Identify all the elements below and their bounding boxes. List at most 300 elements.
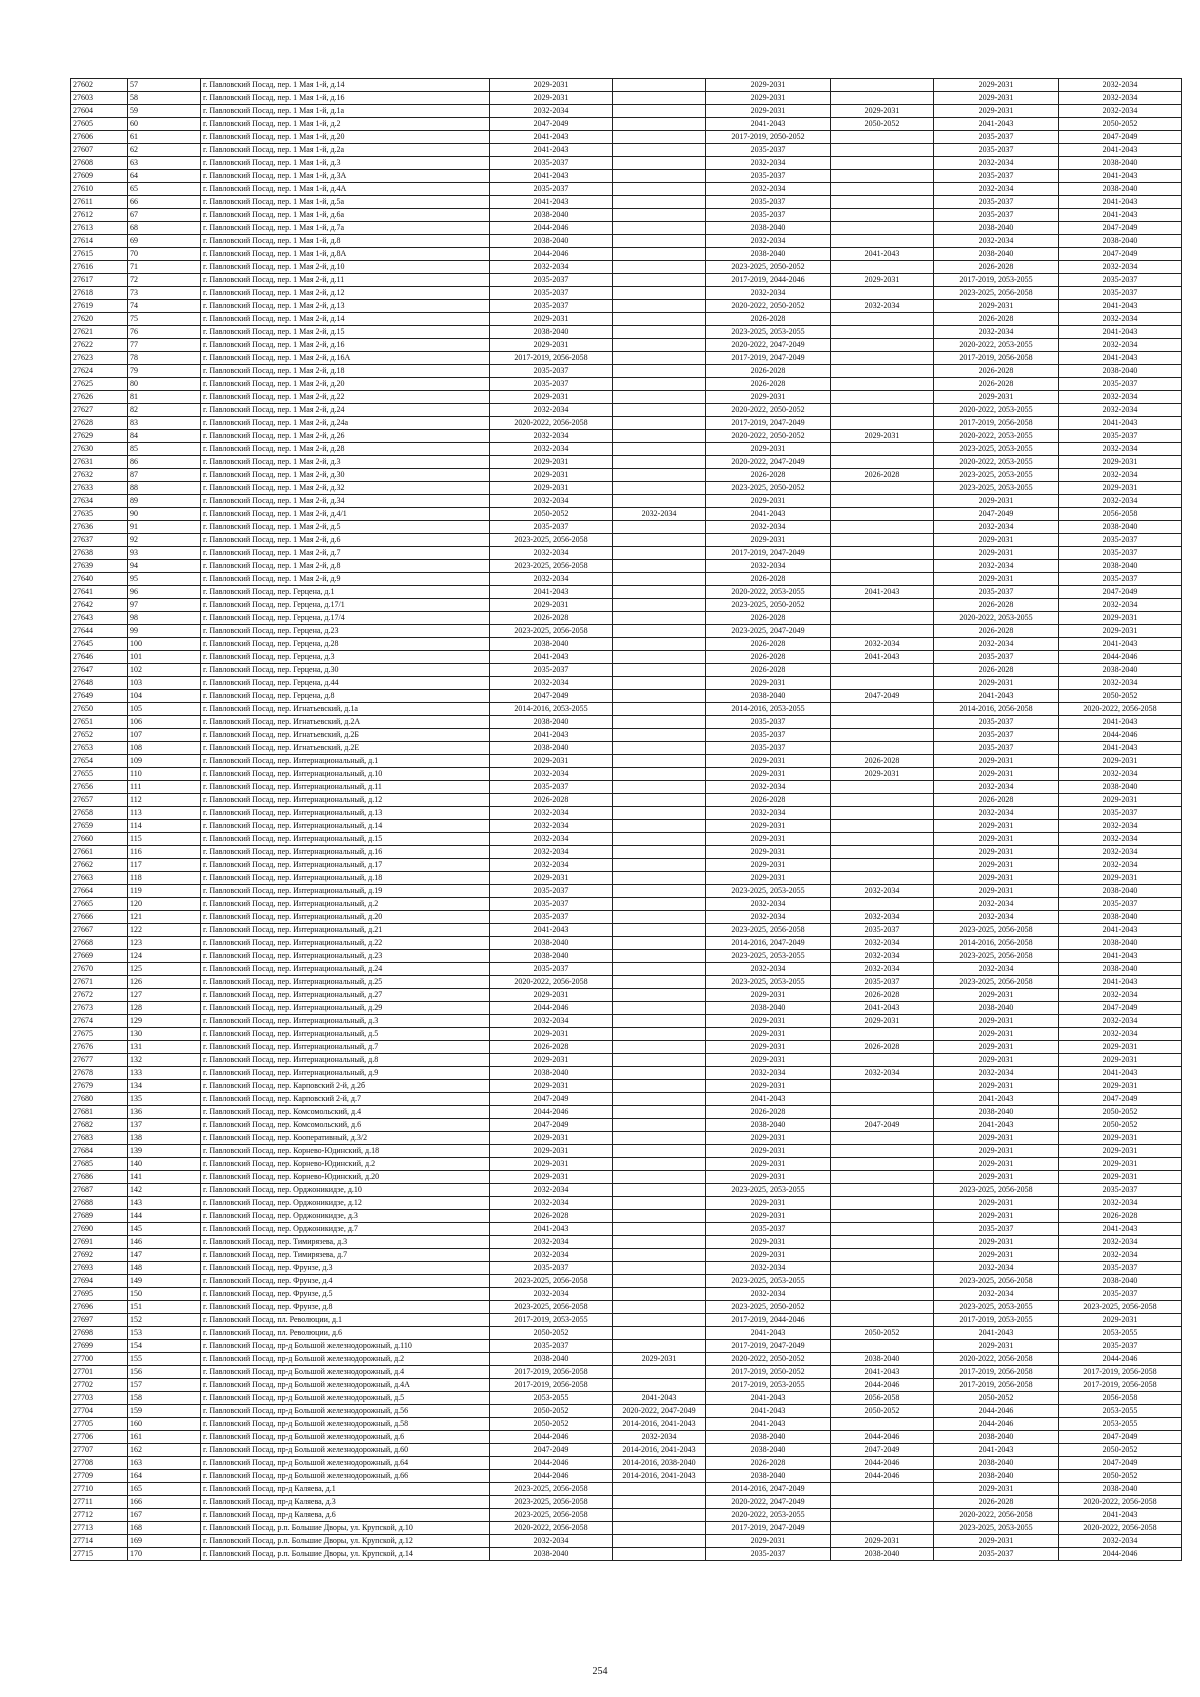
period-col-6-cell: 2032-2034 — [1059, 989, 1182, 1002]
period-col-3-cell: 2020-2022, 2050-2052 — [706, 430, 831, 443]
table-row — [71, 781, 1182, 794]
period-col-4-cell: 2029-2031 — [831, 768, 934, 781]
period-col-2-cell — [613, 807, 706, 820]
table-row — [71, 92, 1182, 105]
address-cell: г. Павловский Посад, пер. 1 Мая 1-й, д.1а — [201, 105, 490, 118]
row-number-cell: 166 — [128, 1496, 201, 1509]
period-col-5-cell: 2035-2037 — [934, 131, 1059, 144]
period-col-4-cell — [831, 1522, 934, 1535]
period-col-2-cell — [613, 781, 706, 794]
address-cell: г. Павловский Посад, пр-д Большой железнодорожный, д.6 — [201, 1431, 490, 1444]
period-col-1-cell: 2035-2037 — [490, 521, 613, 534]
period-col-4-cell — [831, 1249, 934, 1262]
period-col-1-cell: 2023-2025, 2056-2058 — [490, 1275, 613, 1288]
row-number-cell: 134 — [128, 1080, 201, 1093]
period-col-3-cell: 2023-2025, 2053-2055 — [706, 1275, 831, 1288]
address-cell: г. Павловский Посад, пер. 1 Мая 2-й, д.32 — [201, 482, 490, 495]
period-col-2-cell — [613, 1262, 706, 1275]
row-number-cell: 58 — [128, 92, 201, 105]
period-col-3-cell: 2032-2034 — [706, 157, 831, 170]
period-col-6-cell: 2035-2037 — [1059, 1288, 1182, 1301]
record-id-cell: 27626 — [71, 391, 128, 404]
period-col-3-cell: 2029-2031 — [706, 677, 831, 690]
period-col-1-cell: 2038-2040 — [490, 1353, 613, 1366]
record-id-cell: 27640 — [71, 573, 128, 586]
record-id-cell: 27613 — [71, 222, 128, 235]
period-col-6-cell: 2029-2031 — [1059, 1080, 1182, 1093]
period-col-5-cell: 2029-2031 — [934, 105, 1059, 118]
period-col-2-cell — [613, 911, 706, 924]
period-col-6-cell: 2023-2025, 2056-2058 — [1059, 1301, 1182, 1314]
table-row — [71, 1288, 1182, 1301]
table-row — [71, 391, 1182, 404]
period-col-5-cell: 2029-2031 — [934, 859, 1059, 872]
row-number-cell: 88 — [128, 482, 201, 495]
table-row — [71, 274, 1182, 287]
period-col-2-cell — [613, 586, 706, 599]
period-col-3-cell: 2029-2031 — [706, 1197, 831, 1210]
period-col-4-cell: 2038-2040 — [831, 1548, 934, 1561]
period-col-1-cell: 2023-2025, 2056-2058 — [490, 560, 613, 573]
period-col-1-cell: 2035-2037 — [490, 885, 613, 898]
period-col-3-cell: 2029-2031 — [706, 79, 831, 92]
address-cell: г. Павловский Посад, пер. Игнатьевский, д.1а — [201, 703, 490, 716]
row-number-cell: 142 — [128, 1184, 201, 1197]
period-col-1-cell: 2029-2031 — [490, 391, 613, 404]
period-col-4-cell — [831, 92, 934, 105]
period-col-4-cell: 2041-2043 — [831, 651, 934, 664]
row-number-cell: 162 — [128, 1444, 201, 1457]
period-col-1-cell: 2047-2049 — [490, 1119, 613, 1132]
period-col-4-cell — [831, 235, 934, 248]
period-col-1-cell: 2032-2034 — [490, 261, 613, 274]
period-col-5-cell: 2029-2031 — [934, 755, 1059, 768]
table-row — [71, 859, 1182, 872]
row-number-cell: 94 — [128, 560, 201, 573]
period-col-2-cell — [613, 1327, 706, 1340]
address-cell: г. Павловский Посад, пер. 1 Мая 2-й, д.5 — [201, 521, 490, 534]
period-col-4-cell — [831, 508, 934, 521]
period-col-2-cell — [613, 1067, 706, 1080]
table-row — [71, 677, 1182, 690]
period-col-2-cell — [613, 235, 706, 248]
table-row — [71, 703, 1182, 716]
row-number-cell: 109 — [128, 755, 201, 768]
period-col-2-cell — [613, 118, 706, 131]
row-number-cell: 57 — [128, 79, 201, 92]
period-col-6-cell: 2032-2034 — [1059, 313, 1182, 326]
record-id-cell: 27636 — [71, 521, 128, 534]
period-col-1-cell: 2035-2037 — [490, 287, 613, 300]
period-col-1-cell: 2035-2037 — [490, 300, 613, 313]
period-col-6-cell: 2032-2034 — [1059, 820, 1182, 833]
period-col-3-cell: 2026-2028 — [706, 1106, 831, 1119]
period-col-6-cell: 2041-2043 — [1059, 924, 1182, 937]
table-row — [71, 1483, 1182, 1496]
record-id-cell: 27668 — [71, 937, 128, 950]
row-number-cell: 146 — [128, 1236, 201, 1249]
row-number-cell: 118 — [128, 872, 201, 885]
period-col-2-cell — [613, 664, 706, 677]
period-col-4-cell — [831, 1106, 934, 1119]
period-col-3-cell: 2038-2040 — [706, 222, 831, 235]
period-col-6-cell: 2041-2043 — [1059, 196, 1182, 209]
record-id-cell: 27622 — [71, 339, 128, 352]
period-col-1-cell: 2023-2025, 2056-2058 — [490, 625, 613, 638]
period-col-1-cell: 2050-2052 — [490, 1418, 613, 1431]
period-col-4-cell — [831, 781, 934, 794]
address-cell: г. Павловский Посад, пер. Фрунзе, д.4 — [201, 1275, 490, 1288]
period-col-3-cell: 2029-2031 — [706, 1535, 831, 1548]
table-row — [71, 1197, 1182, 1210]
period-col-2-cell — [613, 1535, 706, 1548]
period-col-1-cell: 2044-2046 — [490, 1106, 613, 1119]
period-col-5-cell: 2032-2034 — [934, 235, 1059, 248]
period-col-4-cell — [831, 1158, 934, 1171]
period-col-5-cell: 2017-2019, 2056-2058 — [934, 352, 1059, 365]
address-cell: г. Павловский Посад, пер. Интернациональный, д.14 — [201, 820, 490, 833]
address-cell: г. Павловский Посад, пер. Интернациональный, д.17 — [201, 859, 490, 872]
period-col-6-cell: 2041-2043 — [1059, 716, 1182, 729]
period-col-5-cell: 2032-2034 — [934, 1262, 1059, 1275]
period-col-3-cell: 2026-2028 — [706, 794, 831, 807]
row-number-cell: 59 — [128, 105, 201, 118]
table-row — [71, 820, 1182, 833]
period-col-1-cell: 2029-2031 — [490, 599, 613, 612]
table-row — [71, 976, 1182, 989]
table-row — [71, 1223, 1182, 1236]
address-cell: г. Павловский Посад, пер. Герцена, д.23 — [201, 625, 490, 638]
period-col-1-cell: 2041-2043 — [490, 586, 613, 599]
period-col-5-cell: 2023-2025, 2053-2055 — [934, 482, 1059, 495]
address-cell: г. Павловский Посад, пер. 1 Мая 1-й, д.8А — [201, 248, 490, 261]
period-col-3-cell: 2029-2031 — [706, 391, 831, 404]
period-col-6-cell: 2029-2031 — [1059, 794, 1182, 807]
period-col-2-cell — [613, 638, 706, 651]
period-col-6-cell: 2047-2049 — [1059, 1457, 1182, 1470]
period-col-4-cell — [831, 859, 934, 872]
table-row — [71, 1119, 1182, 1132]
address-cell: г. Павловский Посад, пер. Фрунзе, д.3 — [201, 1262, 490, 1275]
period-col-1-cell: 2029-2031 — [490, 989, 613, 1002]
period-col-4-cell — [831, 560, 934, 573]
period-col-2-cell — [613, 742, 706, 755]
period-col-1-cell: 2044-2046 — [490, 1002, 613, 1015]
period-col-5-cell: 2032-2034 — [934, 1067, 1059, 1080]
row-number-cell: 82 — [128, 404, 201, 417]
period-col-5-cell: 2023-2025, 2056-2058 — [934, 1184, 1059, 1197]
period-col-3-cell: 2020-2022, 2047-2049 — [706, 1496, 831, 1509]
row-number-cell: 104 — [128, 690, 201, 703]
record-id-cell: 27635 — [71, 508, 128, 521]
row-number-cell: 81 — [128, 391, 201, 404]
period-col-3-cell: 2029-2031 — [706, 1158, 831, 1171]
period-col-5-cell: 2029-2031 — [934, 79, 1059, 92]
period-col-2-cell — [613, 1275, 706, 1288]
address-cell: г. Павловский Посад, пер. 1 Мая 1-й, д.2 — [201, 118, 490, 131]
period-col-2-cell — [613, 703, 706, 716]
record-id-cell: 27602 — [71, 79, 128, 92]
period-col-3-cell: 2035-2037 — [706, 1548, 831, 1561]
address-cell: г. Павловский Посад, пер. Орджоникидзе, д.3 — [201, 1210, 490, 1223]
period-col-5-cell: 2026-2028 — [934, 378, 1059, 391]
period-col-4-cell: 2050-2052 — [831, 1327, 934, 1340]
table-row — [71, 430, 1182, 443]
address-cell: г. Павловский Посад, пер. Интернациональный, д.9 — [201, 1067, 490, 1080]
period-col-3-cell: 2041-2043 — [706, 1093, 831, 1106]
period-col-1-cell: 2041-2043 — [490, 924, 613, 937]
period-col-3-cell: 2026-2028 — [706, 664, 831, 677]
period-col-3-cell: 2029-2031 — [706, 1041, 831, 1054]
period-col-5-cell: 2032-2034 — [934, 638, 1059, 651]
table-row — [71, 1379, 1182, 1392]
period-col-2-cell: 2032-2034 — [613, 508, 706, 521]
period-col-1-cell: 2020-2022, 2056-2058 — [490, 1522, 613, 1535]
period-col-1-cell: 2038-2040 — [490, 209, 613, 222]
period-col-4-cell: 2044-2046 — [831, 1470, 934, 1483]
period-col-2-cell — [613, 521, 706, 534]
period-col-2-cell — [613, 79, 706, 92]
row-number-cell: 156 — [128, 1366, 201, 1379]
period-col-4-cell — [831, 599, 934, 612]
period-col-1-cell: 2029-2031 — [490, 469, 613, 482]
period-col-4-cell — [831, 352, 934, 365]
period-col-5-cell: 2035-2037 — [934, 170, 1059, 183]
period-col-4-cell: 2032-2034 — [831, 638, 934, 651]
period-col-6-cell: 2026-2028 — [1059, 1210, 1182, 1223]
period-col-5-cell: 2020-2022, 2056-2058 — [934, 1353, 1059, 1366]
period-col-3-cell: 2023-2025, 2053-2055 — [706, 950, 831, 963]
record-id-cell: 27684 — [71, 1145, 128, 1158]
row-number-cell: 167 — [128, 1509, 201, 1522]
table-row — [71, 1275, 1182, 1288]
record-id-cell: 27632 — [71, 469, 128, 482]
address-cell: г. Павловский Посад, пер. Интернациональный, д.15 — [201, 833, 490, 846]
period-col-1-cell: 2029-2031 — [490, 313, 613, 326]
period-col-6-cell: 2032-2034 — [1059, 443, 1182, 456]
period-col-4-cell: 2035-2037 — [831, 924, 934, 937]
period-col-1-cell: 2029-2031 — [490, 1080, 613, 1093]
row-number-cell: 122 — [128, 924, 201, 937]
period-col-6-cell: 2032-2034 — [1059, 339, 1182, 352]
period-col-6-cell: 2035-2037 — [1059, 547, 1182, 560]
period-col-1-cell: 2044-2046 — [490, 248, 613, 261]
table-row — [71, 1431, 1182, 1444]
period-col-2-cell — [613, 365, 706, 378]
period-col-6-cell: 2032-2034 — [1059, 1015, 1182, 1028]
period-col-3-cell: 2023-2025, 2056-2058 — [706, 924, 831, 937]
period-col-3-cell: 2041-2043 — [706, 1327, 831, 1340]
row-number-cell: 126 — [128, 976, 201, 989]
record-id-cell: 27609 — [71, 170, 128, 183]
period-col-2-cell — [613, 833, 706, 846]
period-col-6-cell: 2032-2034 — [1059, 1028, 1182, 1041]
period-col-3-cell: 2023-2025, 2053-2055 — [706, 1184, 831, 1197]
period-col-2-cell — [613, 755, 706, 768]
table-row — [71, 1418, 1182, 1431]
record-id-cell: 27670 — [71, 963, 128, 976]
period-col-3-cell: 2020-2022, 2053-2055 — [706, 586, 831, 599]
period-col-3-cell: 2032-2034 — [706, 807, 831, 820]
record-id-cell: 27658 — [71, 807, 128, 820]
period-col-2-cell — [613, 287, 706, 300]
record-id-cell: 27616 — [71, 261, 128, 274]
record-id-cell: 27713 — [71, 1522, 128, 1535]
address-cell: г. Павловский Посад, пр-д Большой железнодорожный, д.2 — [201, 1353, 490, 1366]
address-cell: г. Павловский Посад, пер. 1 Мая 2-й, д.16А — [201, 352, 490, 365]
period-col-2-cell — [613, 339, 706, 352]
row-number-cell: 91 — [128, 521, 201, 534]
row-number-cell: 169 — [128, 1535, 201, 1548]
address-cell: г. Павловский Посад, пер. Герцена, д.3 — [201, 651, 490, 664]
period-col-5-cell: 2026-2028 — [934, 599, 1059, 612]
address-cell: г. Павловский Посад, пер. Интернациональный, д.12 — [201, 794, 490, 807]
table-row — [71, 1457, 1182, 1470]
period-col-3-cell: 2029-2031 — [706, 1249, 831, 1262]
period-col-1-cell: 2032-2034 — [490, 105, 613, 118]
row-number-cell: 151 — [128, 1301, 201, 1314]
row-number-cell: 141 — [128, 1171, 201, 1184]
row-number-cell: 143 — [128, 1197, 201, 1210]
period-col-3-cell: 2032-2034 — [706, 1067, 831, 1080]
period-col-1-cell: 2020-2022, 2056-2058 — [490, 417, 613, 430]
address-cell: г. Павловский Посад, пер. 1 Мая 2-й, д.15 — [201, 326, 490, 339]
period-col-4-cell: 2026-2028 — [831, 989, 934, 1002]
period-col-2-cell — [613, 157, 706, 170]
period-col-4-cell — [831, 872, 934, 885]
period-col-1-cell: 2038-2040 — [490, 716, 613, 729]
period-col-2-cell — [613, 248, 706, 261]
period-col-6-cell: 2032-2034 — [1059, 1236, 1182, 1249]
period-col-2-cell — [613, 482, 706, 495]
record-id-cell: 27634 — [71, 495, 128, 508]
period-col-1-cell: 2053-2055 — [490, 1392, 613, 1405]
row-number-cell: 132 — [128, 1054, 201, 1067]
address-cell: г. Павловский Посад, пер. 1 Мая 2-й, д.26 — [201, 430, 490, 443]
address-cell: г. Павловский Посад, пер. Герцена, д.28 — [201, 638, 490, 651]
period-col-4-cell — [831, 1496, 934, 1509]
period-col-1-cell: 2017-2019, 2056-2058 — [490, 1379, 613, 1392]
period-col-3-cell: 2032-2034 — [706, 1262, 831, 1275]
table-row — [71, 924, 1182, 937]
table-row — [71, 170, 1182, 183]
period-col-4-cell — [831, 1132, 934, 1145]
address-cell: г. Павловский Посад, пер. 1 Мая 2-й, д.3 — [201, 456, 490, 469]
row-number-cell: 60 — [128, 118, 201, 131]
period-col-5-cell: 2029-2031 — [934, 391, 1059, 404]
period-col-3-cell: 2035-2037 — [706, 196, 831, 209]
period-col-1-cell: 2041-2043 — [490, 729, 613, 742]
period-col-2-cell — [613, 1236, 706, 1249]
period-col-3-cell: 2020-2022, 2053-2055 — [706, 1509, 831, 1522]
address-cell: г. Павловский Посад, пер. 1 Мая 2-й, д.11 — [201, 274, 490, 287]
record-id-cell: 27638 — [71, 547, 128, 560]
row-number-cell: 161 — [128, 1431, 201, 1444]
period-col-5-cell: 2029-2031 — [934, 1028, 1059, 1041]
table-row — [71, 1405, 1182, 1418]
period-col-5-cell: 2020-2022, 2053-2055 — [934, 612, 1059, 625]
record-id-cell: 27661 — [71, 846, 128, 859]
period-col-5-cell: 2026-2028 — [934, 794, 1059, 807]
table-row — [71, 1106, 1182, 1119]
record-id-cell: 27676 — [71, 1041, 128, 1054]
period-col-5-cell: 2029-2031 — [934, 1171, 1059, 1184]
address-cell: г. Павловский Посад, пр-д Большой железнодорожный, д.66 — [201, 1470, 490, 1483]
period-col-1-cell: 2032-2034 — [490, 859, 613, 872]
period-col-2-cell — [613, 1509, 706, 1522]
period-col-4-cell — [831, 391, 934, 404]
period-col-4-cell — [831, 131, 934, 144]
row-number-cell: 99 — [128, 625, 201, 638]
period-col-4-cell — [831, 1236, 934, 1249]
table-row — [71, 79, 1182, 92]
address-cell: г. Павловский Посад, пер. 1 Мая 1-й, д.5а — [201, 196, 490, 209]
table-row — [71, 378, 1182, 391]
record-id-cell: 27641 — [71, 586, 128, 599]
period-col-5-cell: 2029-2031 — [934, 1535, 1059, 1548]
period-col-6-cell: 2050-2052 — [1059, 690, 1182, 703]
record-id-cell: 27687 — [71, 1184, 128, 1197]
address-cell: г. Павловский Посад, пер. Орджоникидзе, д.7 — [201, 1223, 490, 1236]
period-col-3-cell: 2029-2031 — [706, 820, 831, 833]
address-cell: г. Павловский Посад, пер. Интернациональный, д.27 — [201, 989, 490, 1002]
period-col-6-cell: 2020-2022, 2056-2058 — [1059, 1496, 1182, 1509]
period-col-4-cell: 2050-2052 — [831, 118, 934, 131]
table-row — [71, 586, 1182, 599]
period-col-1-cell: 2026-2028 — [490, 1210, 613, 1223]
table-row — [71, 1548, 1182, 1561]
address-cell: г. Павловский Посад, пер. 1 Мая 2-й, д.10 — [201, 261, 490, 274]
address-cell: г. Павловский Посад, р.п. Большие Дворы, ул. Крупской, д.10 — [201, 1522, 490, 1535]
period-col-1-cell: 2032-2034 — [490, 547, 613, 560]
period-col-3-cell: 2041-2043 — [706, 118, 831, 131]
row-number-cell: 71 — [128, 261, 201, 274]
record-id-cell: 27631 — [71, 456, 128, 469]
row-number-cell: 78 — [128, 352, 201, 365]
table-row — [71, 443, 1182, 456]
period-col-3-cell: 2017-2019, 2050-2052 — [706, 1366, 831, 1379]
record-id-cell: 27700 — [71, 1353, 128, 1366]
period-col-4-cell — [831, 898, 934, 911]
period-col-6-cell: 2029-2031 — [1059, 755, 1182, 768]
record-id-cell: 27677 — [71, 1054, 128, 1067]
address-cell: г. Павловский Посад, пр-д Каляева, д.6 — [201, 1509, 490, 1522]
address-cell: г. Павловский Посад, пл. Революции, д.1 — [201, 1314, 490, 1327]
row-number-cell: 110 — [128, 768, 201, 781]
period-col-2-cell — [613, 651, 706, 664]
record-id-cell: 27703 — [71, 1392, 128, 1405]
period-col-5-cell: 2026-2028 — [934, 664, 1059, 677]
period-col-6-cell: 2047-2049 — [1059, 131, 1182, 144]
period-col-1-cell: 2032-2034 — [490, 430, 613, 443]
period-col-2-cell — [613, 1054, 706, 1067]
period-col-6-cell: 2035-2037 — [1059, 274, 1182, 287]
row-number-cell: 62 — [128, 144, 201, 157]
period-col-5-cell: 2038-2040 — [934, 1457, 1059, 1470]
row-number-cell: 95 — [128, 573, 201, 586]
row-number-cell: 135 — [128, 1093, 201, 1106]
period-col-5-cell: 2017-2019, 2056-2058 — [934, 1379, 1059, 1392]
period-col-6-cell: 2017-2019, 2056-2058 — [1059, 1379, 1182, 1392]
address-cell: г. Павловский Посад, пер. 1 Мая 1-й, д.8 — [201, 235, 490, 248]
period-col-3-cell: 2017-2019, 2050-2052 — [706, 131, 831, 144]
period-col-6-cell: 2038-2040 — [1059, 937, 1182, 950]
period-col-2-cell — [613, 768, 706, 781]
table-row — [71, 326, 1182, 339]
address-cell: г. Павловский Посад, пер. 1 Мая 1-й, д.7а — [201, 222, 490, 235]
period-col-3-cell: 2023-2025, 2053-2055 — [706, 885, 831, 898]
period-col-5-cell: 2020-2022, 2056-2058 — [934, 1509, 1059, 1522]
